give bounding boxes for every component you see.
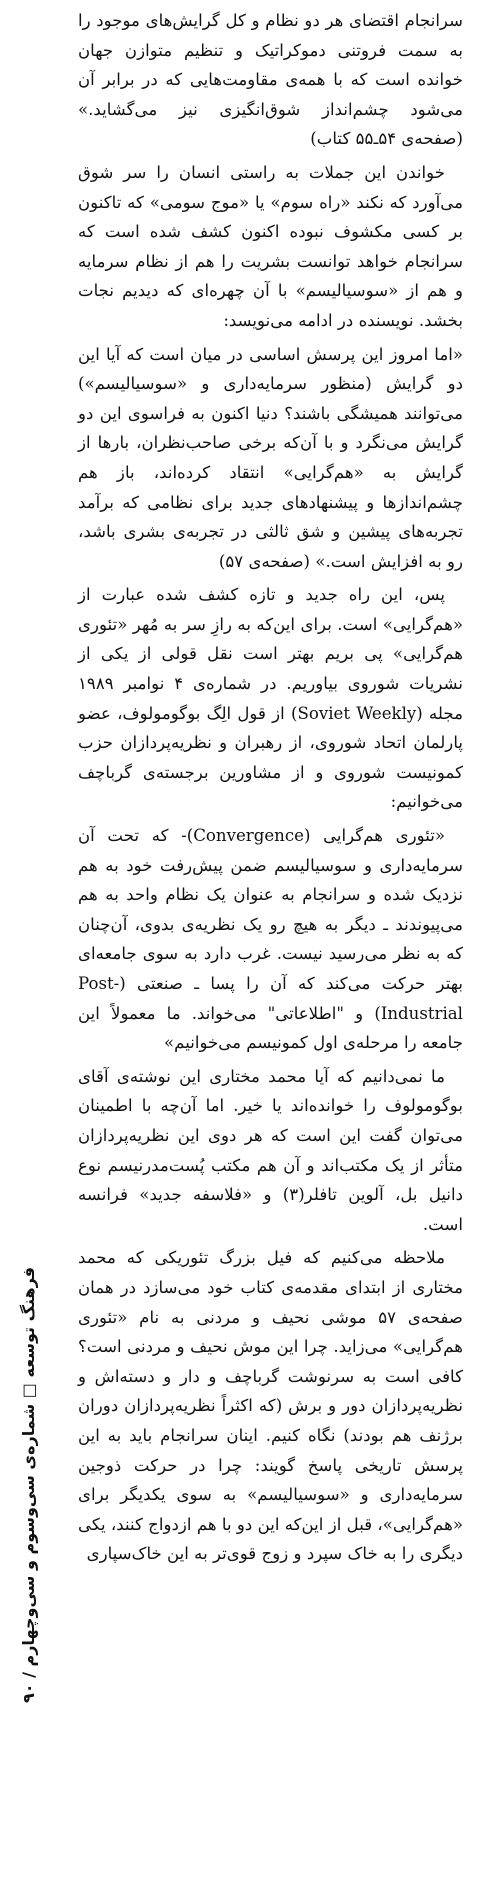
paragraph-7: ملاحظه می‌کنیم که فیل بزرگ تئوریکی که محمد مختاری از ابتدای مقدمه‌ی کتاب خود می‌سازد در همان صفحه‌ی ۵۷ موشی نحیف و مردنی به نام «تئوری هم‌گرایی» می‌زاید. چرا این موش نحیف و مردنی است؟ کافی است به سرنوشت گرباچف و دار و دسته‌اش و نظریه‌پردازان دور و برش (که اکثراً نظریه‌پردازان دوران برژنف هم بودند) نگاه کنیم. اینان سرانجام باید به این پرسش تاریخی پاسخ گویند: چرا در حرکت ذوجین سرمایه‌داری و «سوسیالیسم» به سوی یکدیگر برای «هم‌گرایی»، قبل از این‌که این دو با هم ازدواج کنند، یکی دیگری را به خاک سپرد و زوج قوی‌تر به این خاک‌سپاری <box>78 1248 464 1564</box>
page-number: ۹۰ <box>19 1683 38 1704</box>
issue-number: شماره‌ی سی‌وسوم و سی‌وچهارم <box>19 1403 38 1667</box>
article-text-column <box>78 6 463 1569</box>
paragraph-5-quote: «تئوری هم‌گرایی (Convergence)- که تحت آن سرمایه‌داری و سوسیالیسم ضمن پیش‌رفت خود به هم نزدیک شده و سرانجام به عنوان یک نظام واحد به هم می‌پیوندند ـ دیگر به هیچ رو یک نظریه‌ی بدوی، آن‌چنان که به نظر می‌رسید نیست. غرب دارد به سوی جامعه‌ای بهتر حرکت می‌کند که آن را پسا ـ صنعتی (Post-Industrial) و "اطلاعاتی" می‌خواند. ما معمولاً این جامعه را مرحله‌ی اول کمونیسم می‌خوانیم» <box>78 826 463 1053</box>
journal-running-footer <box>14 1100 44 1870</box>
slash-divider: / <box>19 1672 38 1678</box>
separator-square-icon: □ <box>19 1383 38 1399</box>
paragraph-2: خواندن این جملات به راستی انسان را سر شوق می‌آورد که نکند «راه سوم» یا «موج سومی» که تاکنون بر کسی مکشوف نبوده اکنون کشف شده است که سرانجام خواهد توانست بشریت را هم از نظام سرمایه و هم از «سوسیالیسم» با آن چهره‌ای که دیدیم نجات بخشد. نویسنده در ادامه می‌نویسد: <box>78 162 463 330</box>
paragraph-1: سرانجام اقتضای هر دو نظام و کل گرایش‌های موجود را به سمت فروتنی دموکراتیک و تنظیم متوازن جهان خوانده است که با همه‌ی مقاومت‌هایی که در برابر آن می‌شود چشم‌انداز شوق‌انگیزی نیز می‌گشاید.» (صفحه‌ی ۵۴ـ۵۵ کتاب) <box>78 11 463 149</box>
paragraph-6: ما نمی‌دانیم که آیا محمد مختاری این نوشته‌ی آقای بوگومولوف را خوانده‌اند یا خیر. اما آن‌چه با اطمینان می‌توان گفت این است که هر دوی این نظریه‌پردازان متأثر از یک مکتب‌اند و آن هم مکتب پُست‌مدرنیسم نوع دانیل بل، آلوین تافلر(۳) و «فلاسفه جدید» فرانسه است. <box>78 1066 464 1234</box>
journal-title: فرهنگ توسعه <box>19 1266 38 1378</box>
journal-sidebar <box>12 1100 42 1870</box>
paragraph-4: پس، این راه جدید و تازه کشف شده عبارت از «هم‌گرایی» است. برای این‌که به رازِ سر به مُهر «تئوری هم‌گرایی» پی بریم بهتر است نقل قولی از یکی از نشریات شوروی بیاوریم. در شماره‌ی ۴ نوامبر ۱۹۸۹ مجله (Soviet Weekly) از قول الِگ بوگومولوف، عضو پارلمان اتحاد شوروی، از رهبران و نظریه‌پردازان حزب کمونیست شوروی و از مشاورین برجسته‌ی گرباچف می‌خوانیم: <box>78 585 463 812</box>
paragraph-3-quote: «اما امروز این پرسش اساسی در میان است که آیا این دو گرایش (منظور سرمایه‌داری و «سوسیالیسم») می‌توانند همیشگی باشند؟ دنیا اکنون به فراسوی این دو گرایش می‌نگرد و با آن‌که برخی صاحب‌نظران، بارها از گرایش به «هم‌گرایی» انتقاد کرده‌اند، باز هم چشم‌اندازها و پیشنهادهای جدید برای نظامی که برآمد تجربه‌های پیشین و شق ثالثی در تجربه‌ی بشری باشد، رو به افزایش است.» (صفحه‌ی ۵۷) <box>78 344 463 571</box>
